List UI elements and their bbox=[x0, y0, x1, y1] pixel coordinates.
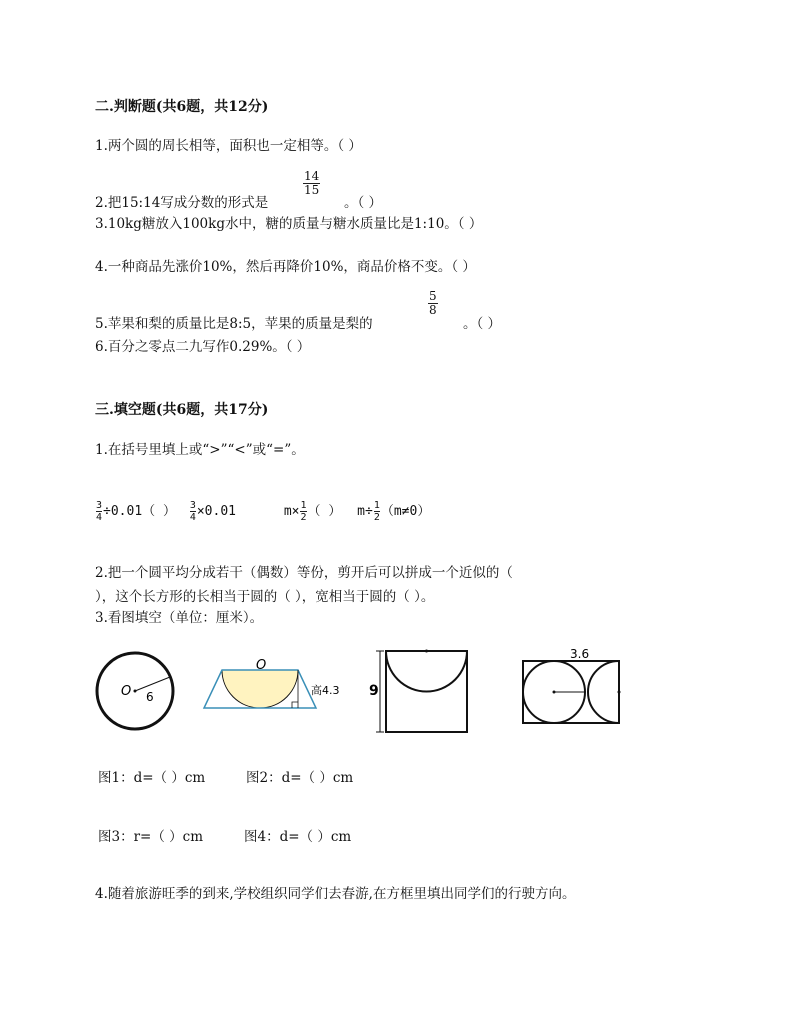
fraction-5-8 bbox=[428, 290, 438, 317]
fill-question-2-line-1: 2.把一个圆平均分成若干（偶数）等份，剪开后可以拼成一个近似的（ bbox=[95, 565, 513, 581]
semicircle bbox=[588, 661, 619, 723]
answer-figure-1: 图1：d=（ ）cm bbox=[98, 770, 206, 786]
judge-question-1: 1.两个圆的周长相等，面积也一定相等。（ ） bbox=[95, 138, 362, 154]
figure-2-trapezoid bbox=[200, 656, 360, 712]
fraction-14-15 bbox=[303, 170, 320, 197]
judge-question-5: 5.苹果和梨的质量比是8:5，苹果的质量是梨的 bbox=[95, 316, 373, 332]
center-dot bbox=[618, 691, 621, 694]
fraction-denominator: 8 bbox=[429, 303, 437, 317]
right-angle-mark bbox=[292, 702, 298, 708]
answer-figure-4: 图4：d=（ ）cm bbox=[244, 829, 352, 845]
judge-question-2-tail: 。（ ） bbox=[344, 195, 383, 211]
fill-question-2-line-2: ），这个长方形的长相当于圆的（ ），宽相当于圆的（ ）。 bbox=[95, 589, 435, 605]
fraction-denominator: 4 bbox=[189, 512, 196, 523]
fraction-3-4 bbox=[190, 500, 196, 523]
fill-question-1: 1.在括号里填上或“>”“<”或“=”。 bbox=[95, 442, 305, 458]
side-label: 9 bbox=[369, 683, 379, 699]
semicircle bbox=[386, 651, 467, 692]
fraction-denominator: 4 bbox=[96, 512, 103, 523]
fraction-denominator: 2 bbox=[300, 512, 307, 523]
fraction-numerator: 14 bbox=[304, 169, 320, 183]
compare-expression-row bbox=[95, 500, 430, 523]
figure-3-square bbox=[366, 644, 472, 736]
fill-question-3: 3.看图填空（单位：厘米）。 bbox=[95, 610, 264, 626]
fraction-numerator: 1 bbox=[300, 500, 307, 511]
fraction-denominator: 15 bbox=[304, 183, 320, 197]
figure-4-rectangle bbox=[518, 644, 628, 728]
compare-expression-1: ÷0.01（ ） bbox=[103, 504, 176, 519]
answer-figure-2: 图2：d=（ ）cm bbox=[246, 770, 354, 786]
semicircle bbox=[222, 670, 298, 708]
section-3-heading: 三.填空题(共6题，共17分) bbox=[95, 402, 269, 418]
judge-question-4: 4.一种商品先涨价10%，然后再降价10%，商品价格不变。（ ） bbox=[95, 259, 476, 275]
compare-expression-3-head: m× bbox=[283, 504, 300, 519]
fraction-numerator: 3 bbox=[96, 500, 103, 511]
judge-question-6: 6.百分之零点二九写作0.29%。（ ） bbox=[95, 339, 311, 355]
compare-expression-4-head: m÷ bbox=[357, 504, 373, 519]
fraction-numerator: 5 bbox=[429, 289, 437, 303]
center-label: O bbox=[121, 684, 132, 699]
fraction-3-4 bbox=[96, 500, 102, 523]
compare-expression-2: ×0.01 bbox=[196, 504, 236, 519]
center-dot bbox=[425, 650, 428, 653]
top-label: 3.6 bbox=[570, 647, 590, 661]
fraction-denominator: 2 bbox=[373, 512, 380, 523]
center-dot bbox=[134, 690, 137, 693]
judge-question-5-tail: 。（ ） bbox=[463, 316, 502, 332]
compare-expression-3: （ ） bbox=[307, 504, 342, 519]
answer-figure-3: 图3：r=（ ）cm bbox=[98, 829, 204, 845]
section-2-heading: 二.判断题(共6题，共12分) bbox=[95, 99, 269, 115]
fraction-1-2 bbox=[300, 500, 306, 523]
figure-1-circle bbox=[94, 650, 176, 732]
radius-label: 6 bbox=[146, 690, 154, 704]
radius-line bbox=[135, 677, 170, 691]
judge-question-2: 2.把15:14写成分数的形式是 bbox=[95, 195, 269, 211]
compare-expression-4: （m≠0） bbox=[380, 504, 431, 519]
center-dot bbox=[553, 691, 556, 694]
judge-question-3: 3.10kg糖放入100kg水中，糖的质量与糖水质量比是1:10。（ ） bbox=[95, 216, 483, 232]
fraction-numerator: 3 bbox=[189, 500, 196, 511]
fill-question-4: 4.随着旅游旺季的到来,学校组织同学们去春游,在方框里填出同学们的行驶方向。 bbox=[95, 886, 576, 902]
fraction-numerator: 1 bbox=[373, 500, 380, 511]
height-label: 高4.3 bbox=[311, 684, 340, 697]
fraction-1-2 bbox=[374, 500, 380, 523]
center-label: O bbox=[256, 658, 267, 673]
